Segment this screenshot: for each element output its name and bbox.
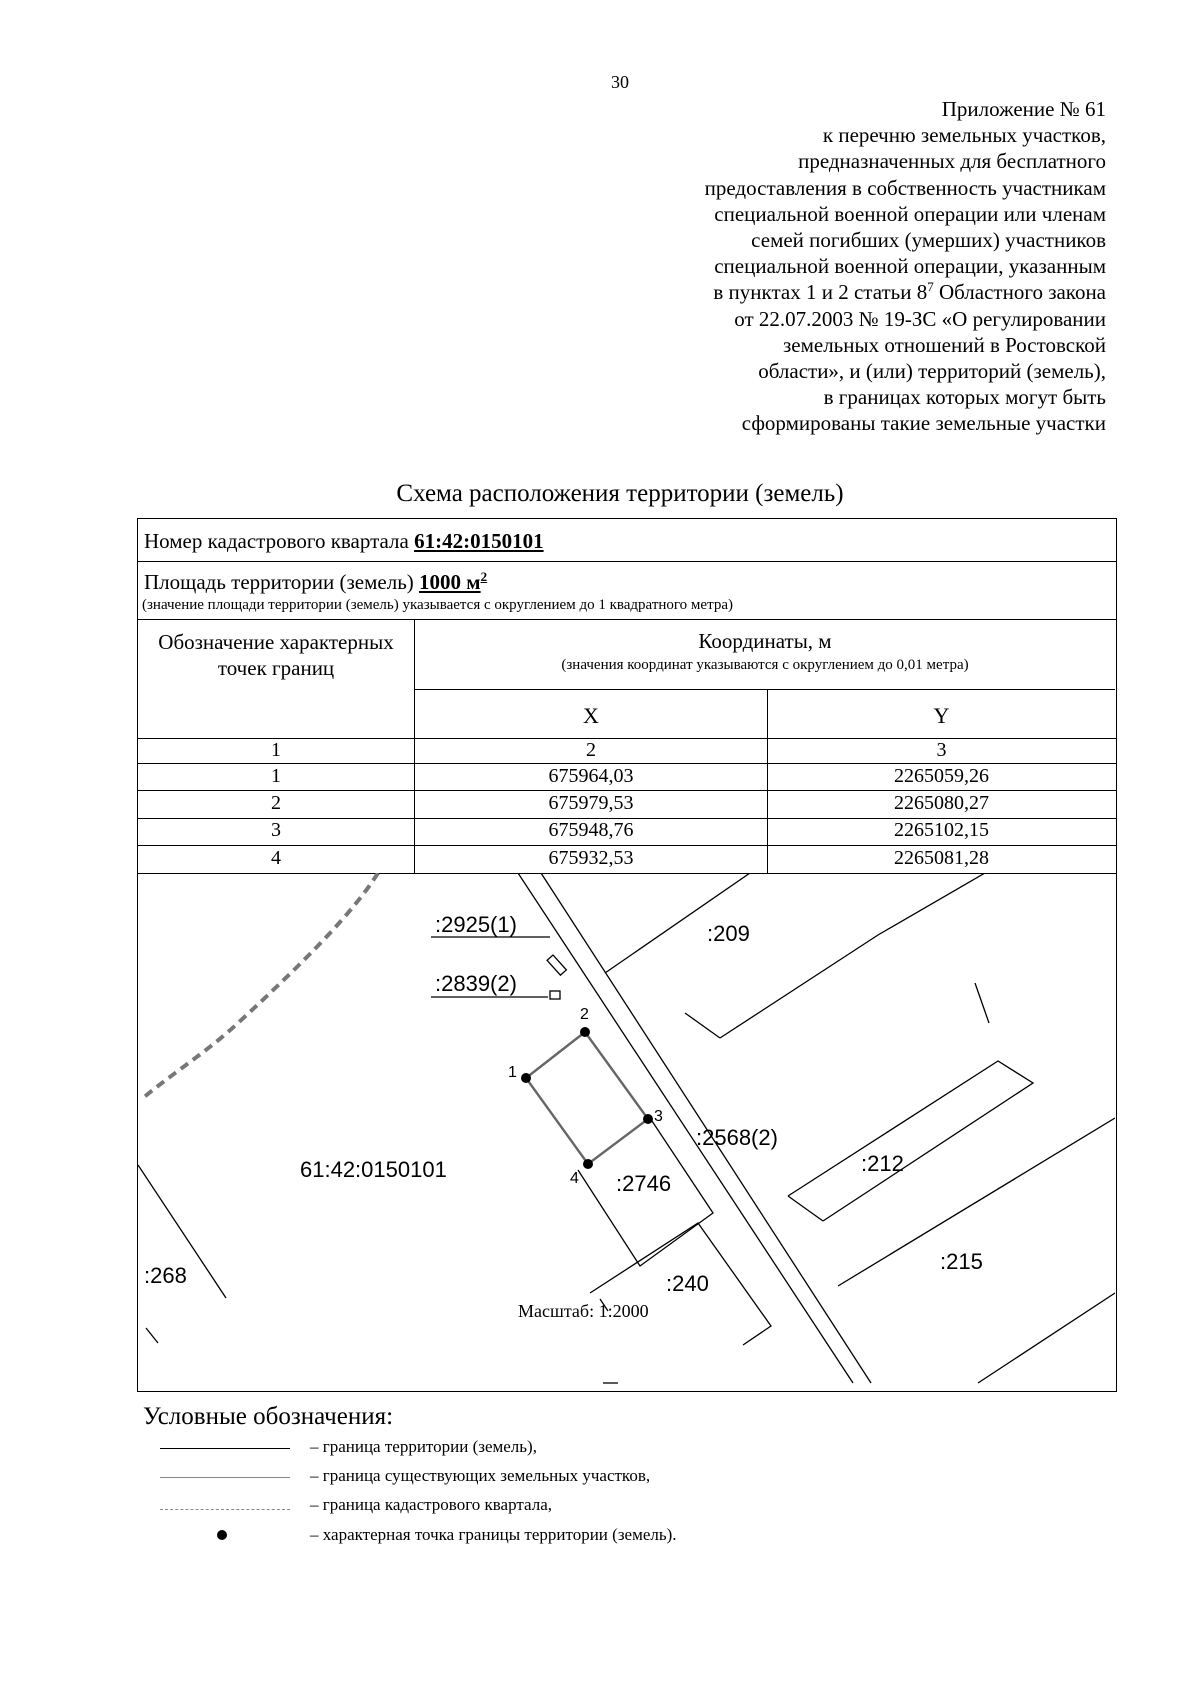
area-label: Площадь территории (земель) — [144, 570, 420, 594]
grid-line — [138, 845, 1116, 846]
x-header: X — [583, 703, 599, 728]
parcel-209-boundary — [685, 1013, 720, 1038]
coords-note: (значения координат указываются с округлением до 0,01 метра) — [561, 657, 969, 673]
legend-item: – граница существующих земельных участков, — [310, 1466, 651, 1485]
area-row — [144, 569, 487, 595]
appendix-line: предназначенных для бесплатного — [798, 149, 1106, 174]
coord-y: 2265102,15 — [894, 819, 989, 841]
grid-line — [138, 790, 1116, 791]
legend-territory-line — [160, 1448, 290, 1449]
appendix-line: Приложение № 61 — [941, 97, 1106, 121]
coord-y: 2265081,28 — [894, 847, 989, 869]
legend-parcel-line — [160, 1477, 290, 1478]
index-cell: 1 — [271, 739, 281, 761]
label-212: :212 — [861, 1151, 904, 1176]
label-quarter-number: 61:42:0150101 — [300, 1157, 447, 1182]
legend-item: – характерная точка границы территории (земель). — [310, 1525, 677, 1544]
legend-title: Условные обозначения: — [143, 1403, 394, 1430]
grid-line — [138, 619, 1116, 620]
parcel-212-boundary — [788, 1061, 1033, 1221]
parcel-268-boundary — [146, 1328, 158, 1343]
coord-y: 2265080,27 — [894, 792, 989, 814]
scheme-frame — [137, 518, 1117, 1392]
parcel-212-boundary — [788, 1196, 823, 1221]
label-2839: :2839(2) — [435, 971, 517, 996]
point-label-1: 1 — [508, 1064, 517, 1081]
area-value: 1000 м — [419, 570, 481, 594]
quarter-row — [144, 529, 544, 554]
boundary-point-marker — [583, 1159, 593, 1169]
point-label-4: 4 — [570, 1170, 579, 1187]
label-2925: :2925(1) — [435, 912, 517, 937]
points-header: Обозначение характерных точек границ — [158, 630, 394, 680]
parcel-2839-marker — [550, 991, 560, 999]
appendix-line: семей погибших (умерших) участников — [751, 228, 1106, 253]
quarter-label: Номер кадастрового квартала — [144, 529, 415, 553]
label-2746: :2746 — [616, 1171, 672, 1196]
quarter-number: 61:42:0150101 — [414, 529, 544, 553]
map-scale: Масштаб: 1:2000 — [518, 1301, 649, 1321]
parcel-209-boundary — [975, 983, 989, 1023]
index-cell: 3 — [936, 739, 947, 761]
point-label-3: 3 — [654, 1108, 663, 1125]
appendix-line: в границах которых могут быть — [823, 385, 1106, 410]
grid-line — [138, 561, 1116, 562]
point-number: 1 — [271, 765, 281, 787]
y-header: Y — [933, 703, 950, 728]
coord-x: 675932,53 — [548, 847, 634, 869]
boundary-point-marker — [521, 1073, 531, 1083]
label-215: :215 — [940, 1249, 983, 1274]
point-number: 3 — [271, 819, 281, 841]
legend-item: – граница территории (земель), — [310, 1437, 537, 1456]
appendix-line: области», и (или) территорий (земель), — [758, 359, 1106, 384]
legend-item: – граница кадастрового квартала, — [310, 1495, 552, 1514]
coord-x: 675979,53 — [548, 792, 634, 814]
legend-point-marker — [217, 1530, 227, 1540]
coord-x: 675948,76 — [548, 819, 634, 841]
appendix-line-part: Областного закона — [933, 280, 1106, 305]
label-2568: :2568(2) — [696, 1125, 778, 1150]
coord-x: 675964,03 — [548, 765, 634, 787]
appendix-line: от 22.07.2003 № 19-ЗС «О регулировании — [734, 306, 1106, 331]
appendix-line: к перечню земельных участков, — [822, 123, 1106, 148]
appendix-line: специальной военной операции или членам — [714, 201, 1106, 226]
page-number: 30 — [611, 72, 629, 92]
map-drawing — [138, 873, 1115, 1391]
boundary-point-marker — [580, 1027, 590, 1037]
appendix-line: предоставления в собственность участникам — [704, 175, 1106, 200]
appendix-header — [546, 96, 1106, 437]
article-superscript: 7 — [927, 279, 934, 295]
parcel-2925-marker — [547, 955, 566, 975]
point-number: 2 — [271, 792, 281, 814]
appendix-line-part: в пунктах 1 и 2 статьи 8 — [713, 280, 928, 305]
index-cell: 2 — [586, 739, 596, 761]
coord-y: 2265059,26 — [894, 765, 989, 787]
parcel-215-boundary — [978, 1293, 1115, 1383]
grid-line — [414, 689, 1115, 690]
legend-quarter-line — [160, 1509, 290, 1510]
appendix-line: сформированы такие земельные участки — [741, 411, 1106, 436]
appendix-line: земельных отношений в Ростовской — [782, 332, 1106, 357]
label-240: :240 — [666, 1271, 709, 1296]
area-superscript: 2 — [480, 569, 488, 584]
parcel-209-boundary — [720, 873, 985, 1038]
appendix-line — [546, 279, 1106, 305]
coords-header: Координаты, м — [698, 629, 832, 653]
appendix-line: специальной военной операции, указанным — [714, 254, 1106, 279]
area-note: (значение площади территории (земель) указывается с округлением до 1 квадратного метра) — [142, 597, 733, 613]
label-268: :268 — [144, 1263, 187, 1288]
cadastral-quarter-boundary — [143, 873, 378, 1098]
boundary-point-marker — [643, 1114, 653, 1124]
cadastral-map — [138, 873, 1115, 1391]
point-number: 4 — [271, 847, 281, 869]
point-label-2: 2 — [580, 1006, 589, 1023]
label-209: :209 — [707, 921, 750, 946]
scheme-title: Схема расположения территории (земель) — [396, 480, 844, 507]
grid-line — [138, 763, 1116, 764]
territory-boundary — [526, 1032, 648, 1164]
